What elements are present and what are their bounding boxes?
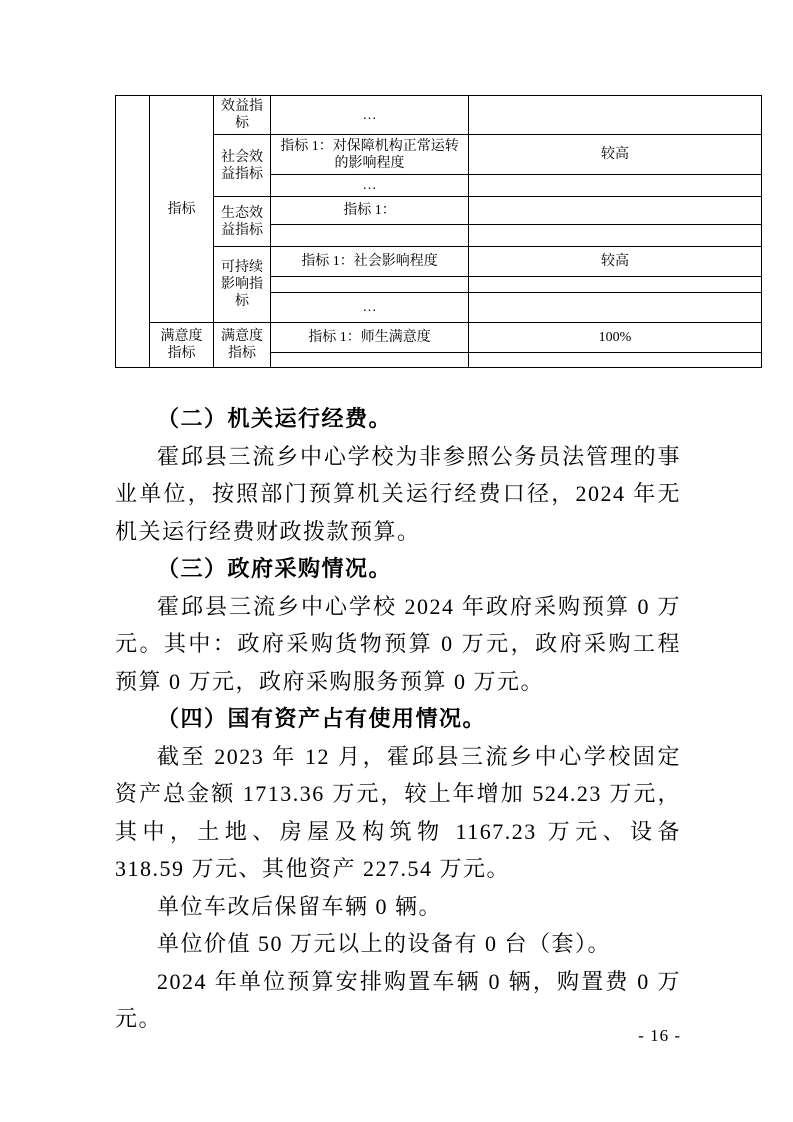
cell-satisfaction-group: 满意度指标 <box>150 323 214 368</box>
table-row <box>116 323 762 353</box>
performance-indicator-table <box>115 95 762 368</box>
cell-benefit-category: 效益指标 <box>214 96 271 135</box>
paragraph-operating-funds: 霍邱县三流乡中心学校为非参照公务员法管理的事业单位，按照部门预算机关运行经费口径，2024 年无机关运行经费财政拨款预算。 <box>115 443 681 544</box>
section-heading-4: （四）国有资产占有使用情况。 <box>157 706 487 731</box>
table-row <box>116 96 762 135</box>
cell-empty-value <box>469 353 762 368</box>
cell-social-ellipsis: … <box>271 175 469 197</box>
cell-empty-value <box>469 293 762 323</box>
cell-satisfaction-category: 满意度指标 <box>214 323 271 368</box>
cell-empty-value <box>469 96 762 135</box>
page-number: - 16 - <box>638 1026 681 1045</box>
cell-social-category: 社会效益指标 <box>214 135 271 197</box>
cell-empty-value <box>469 197 762 225</box>
cell-social-value1: 较高 <box>469 135 762 175</box>
paragraph-assets-overview: 截至 2023 年 12 月，霍邱县三流乡中心学校固定资产总金额 1713.36 万元，较上年增加 524.23 万元，其中，土地、房屋及构筑物 1167.23 万元、设备 318.59 万元、其他资产 227.54 万元。 <box>115 743 681 881</box>
cell-eco-category: 生态效益指标 <box>214 197 271 247</box>
paragraph-vehicles-retained: 单位车改后保留车辆 0 辆。 <box>157 893 443 919</box>
performance-table-container <box>115 95 762 368</box>
section-heading-2: （二）机关运行经费。 <box>157 406 393 431</box>
cell-satisfaction-indicator1: 指标 1：师生满意度 <box>271 323 469 353</box>
paragraph-procurement: 霍邱县三流乡中心学校 2024 年政府采购预算 0 万元。其中：政府采购货物预算 0 万元，政府采购工程预算 0 万元，政府采购服务预算 0 万元。 <box>115 593 681 694</box>
cell-empty-name <box>271 225 469 247</box>
cell-empty-value <box>469 277 762 293</box>
cell-benefit-ellipsis: … <box>271 96 469 135</box>
document-body <box>115 400 681 1038</box>
cell-satisfaction-value1: 100% <box>469 323 762 353</box>
cell-indicator-group: 指标 <box>150 96 214 323</box>
cell-left-spacer <box>116 96 150 368</box>
paragraph-equipment-over-50: 单位价值 50 万元以上的设备有 0 台（套）。 <box>157 931 612 956</box>
cell-empty-value <box>469 175 762 197</box>
paragraph-vehicle-purchase-budget: 2024 年单位预算安排购置车辆 0 辆，购置费 0 万元。 <box>115 968 681 1031</box>
cell-empty-value <box>469 225 762 247</box>
cell-sustain-ellipsis: … <box>271 293 469 323</box>
cell-sustain-indicator1: 指标 1：社会影响程度 <box>271 247 469 277</box>
cell-eco-indicator1: 指标 1： <box>271 197 469 225</box>
cell-empty-name <box>271 277 469 293</box>
cell-sustain-category: 可持续影响指标 <box>214 247 271 323</box>
cell-sustain-value1: 较高 <box>469 247 762 277</box>
cell-empty-name <box>271 353 469 368</box>
cell-social-indicator1: 指标 1：对保障机构正常运转的影响程度 <box>271 135 469 175</box>
section-heading-3: （三）政府采购情况。 <box>157 556 393 581</box>
